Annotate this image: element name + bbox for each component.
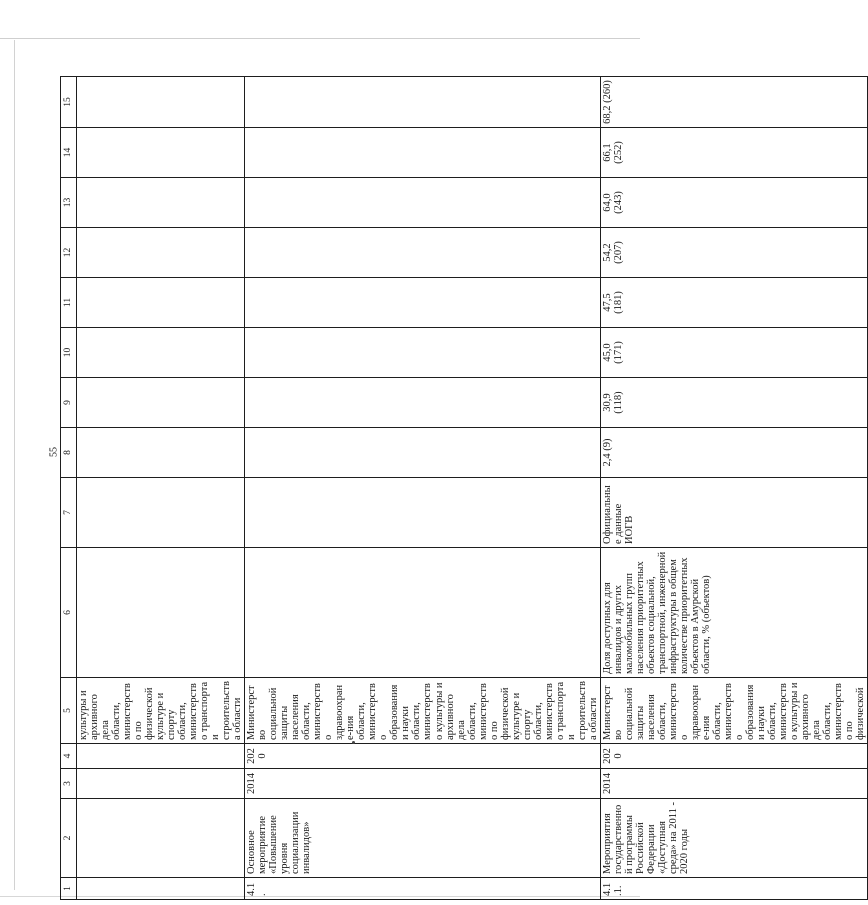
table-cell (77, 128, 245, 178)
table-cell: 64,0 (243) (600, 178, 867, 228)
table-cell (245, 178, 601, 228)
table-cell: 2020 (245, 744, 601, 769)
table-cell (77, 769, 245, 799)
program-table (60, 76, 868, 900)
table-cell (77, 744, 245, 769)
column-header-14: 14 (61, 128, 77, 178)
table-cell (245, 478, 601, 548)
table-cell (245, 77, 601, 128)
column-header-6: 6 (61, 548, 77, 678)
column-header-1: 1 (61, 878, 77, 900)
table-cell (77, 178, 245, 228)
table-cell (245, 548, 601, 678)
table-cell (77, 478, 245, 548)
table-cell (77, 77, 245, 128)
table-cell (245, 428, 601, 478)
table-cell: 54,2 (207) (600, 228, 867, 278)
table-cell: Министерство социальной защиты населения области, министерство здравоохране-ния области, министерство образования и науки области, министерство культуры и архивного дела области, министерство по физической культуре и спорту области, министерство транспорта и строительства области (245, 678, 601, 744)
scan-edge-top (0, 38, 640, 39)
table-row (77, 77, 245, 900)
table-cell (77, 328, 245, 378)
table-cell: 2014 (245, 769, 601, 799)
column-header-10: 10 (61, 328, 77, 378)
table-body (61, 77, 868, 900)
table-cell (77, 378, 245, 428)
column-header-3: 3 (61, 769, 77, 799)
table-cell (77, 228, 245, 278)
table-row (245, 77, 601, 900)
table-cell (77, 548, 245, 678)
column-header-13: 13 (61, 178, 77, 228)
scan-speck (352, 741, 355, 744)
column-header-11: 11 (61, 278, 77, 328)
table-cell (77, 428, 245, 478)
table-cell: культуры и архивного дела области, министерство по физической культуре и спорту области, министерство транспорта и строительства области (77, 678, 245, 744)
column-header-4: 4 (61, 744, 77, 769)
table-cell: 30,9 (118) (600, 378, 867, 428)
table-cell (77, 799, 245, 878)
table-cell: 2014 (600, 769, 867, 799)
table-cell: 47,5 (181) (600, 278, 867, 328)
scan-edge-left (14, 40, 15, 890)
table-cell (245, 228, 601, 278)
column-header-8: 8 (61, 428, 77, 478)
table-cell: Официальные данные ИОГВ (600, 478, 867, 548)
rotated-table-container (60, 77, 867, 900)
table-cell (245, 328, 601, 378)
table-cell (245, 378, 601, 428)
column-header-7: 7 (61, 478, 77, 548)
table-cell (77, 878, 245, 900)
table-cell (77, 278, 245, 328)
table-cell: Мероприятия государственной программы Российской Федерации «Доступная среда» на 2011 - 2020 годы (600, 799, 867, 878)
column-header-15: 15 (61, 77, 77, 128)
table-cell: Основное мероприятие «Повышение уровня социализации инвалидов» (245, 799, 601, 878)
table-cell (245, 128, 601, 178)
table-cell: 2,4 (9) (600, 428, 867, 478)
page-number: 55 (48, 447, 60, 457)
column-header-2: 2 (61, 799, 77, 878)
column-header-12: 12 (61, 228, 77, 278)
table-row (600, 77, 867, 900)
table-cell: 66,1 (252) (600, 128, 867, 178)
table-cell: Доля доступных для инвалидов и других маломобильных групп населения приоритетных объектов социальной, транспортной, инженерной инфраструктуры в общем количестве приоритетных объектов в Амурской области, % (объектов) (600, 548, 867, 678)
column-header-9: 9 (61, 378, 77, 428)
table-cell: 4.1. (245, 878, 601, 900)
column-header-5: 5 (61, 678, 77, 744)
table-cell: 2020 (600, 744, 867, 769)
table-cell: 68,2 (260) (600, 77, 867, 128)
table-cell: Министерство социальной защиты населения области, министерство здравоохране-ния области, министерство образования и науки области, министерство культуры и архивного дела области, министерство по физической (600, 678, 867, 744)
table-cell: 4.1.1. (600, 878, 867, 900)
table-cell (245, 278, 601, 328)
header-row (61, 77, 77, 900)
table-cell: 45,0 (171) (600, 328, 867, 378)
